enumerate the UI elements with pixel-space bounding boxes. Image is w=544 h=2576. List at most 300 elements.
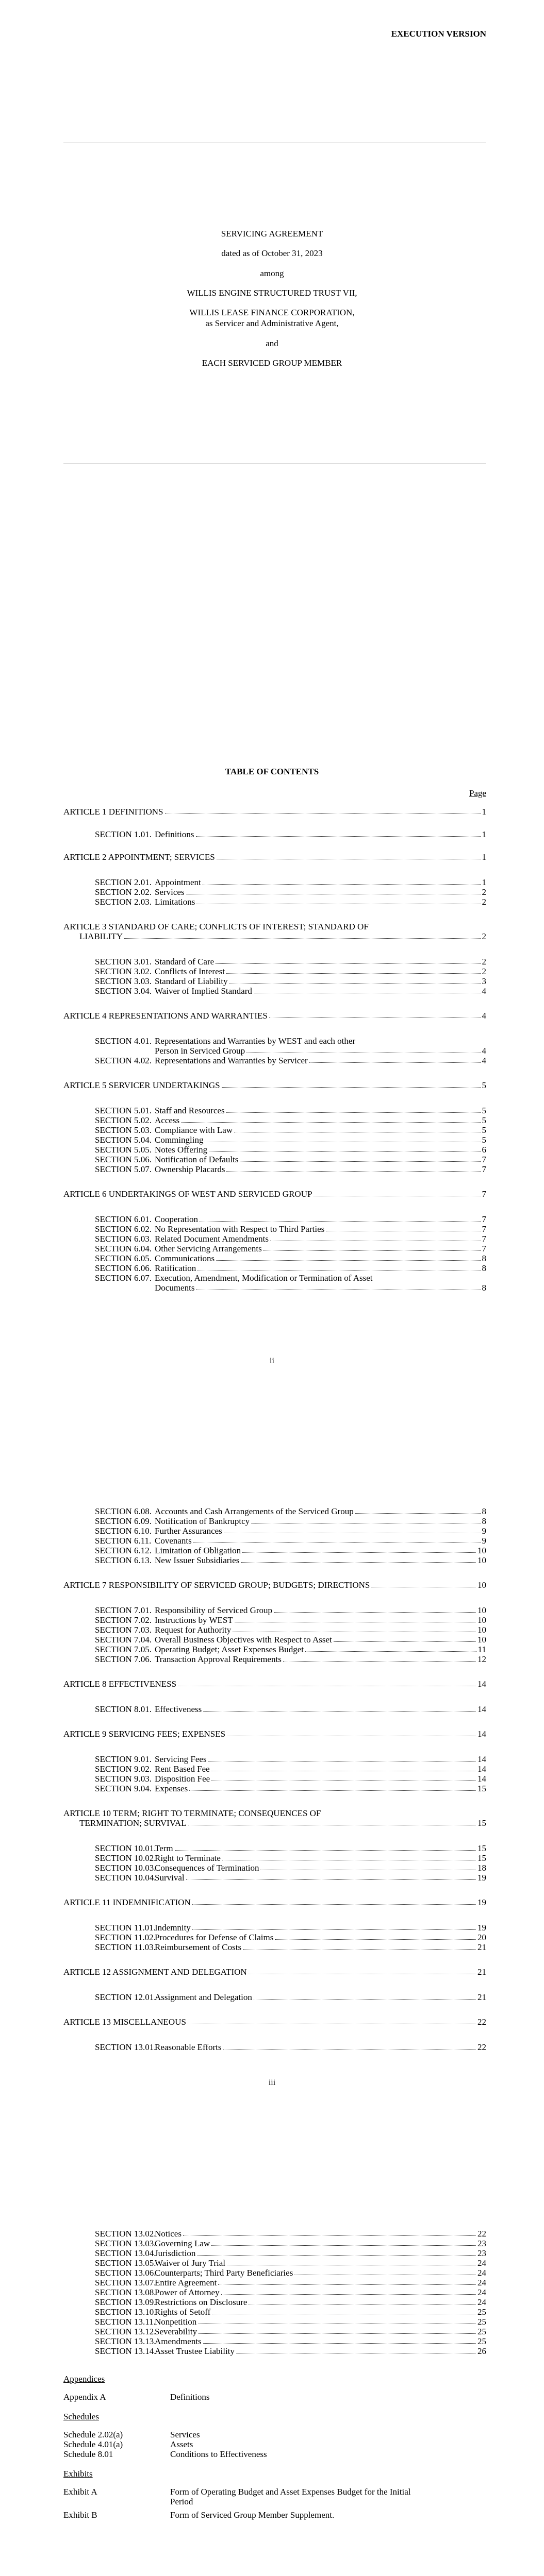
- section-title: Restrictions on Disclosure: [155, 2297, 248, 2307]
- section-number: SECTION 3.04.: [95, 986, 152, 996]
- exhibits-heading: Exhibits: [63, 2469, 93, 2479]
- toc-section[interactable]: [95, 2287, 486, 2297]
- agreement-date: dated as of October 31, 2023: [221, 248, 323, 259]
- article-page: 21: [477, 1967, 486, 1977]
- section-number: SECTION 6.12.: [95, 1546, 152, 1555]
- toc-section[interactable]: [95, 1135, 486, 1145]
- section-title: Indemnity: [155, 1923, 191, 1933]
- section-page: 12: [477, 1654, 486, 1664]
- section-title: Cooperation: [155, 1214, 199, 1224]
- toc-section[interactable]: [95, 1263, 486, 1273]
- section-number: SECTION 5.02.: [95, 1115, 152, 1125]
- section-page: 10: [477, 1625, 486, 1635]
- section-page: 2: [482, 887, 486, 897]
- section-page: 24: [477, 2258, 486, 2268]
- toc-section[interactable]: [95, 2268, 486, 2278]
- section-number: SECTION 5.05.: [95, 1145, 152, 1155]
- section-page: 26: [477, 2346, 486, 2356]
- section-number: SECTION 10.02.: [95, 1853, 156, 1863]
- toc-section[interactable]: [95, 976, 486, 986]
- section-page: 9: [482, 1526, 486, 1536]
- section-title: Ratification: [155, 1263, 196, 1273]
- section-page: 14: [477, 1704, 486, 1714]
- toc-section[interactable]: [95, 887, 486, 897]
- section-title: Responsibility of Serviced Group: [155, 1605, 273, 1615]
- toc-section[interactable]: [95, 1155, 486, 1164]
- toc-section[interactable]: [95, 829, 486, 839]
- section-title: Notification of Defaults: [155, 1155, 239, 1164]
- section-page: 22: [477, 2229, 486, 2239]
- toc-section[interactable]: [95, 1853, 486, 1863]
- section-title: Procedures for Defense of Claims: [155, 1933, 274, 1942]
- section-page: 10: [477, 1546, 486, 1555]
- section-page: 21: [477, 1942, 486, 1952]
- exhibit-a-description-line2: Period: [170, 2497, 193, 2506]
- toc-section[interactable]: [95, 957, 486, 967]
- section-number: SECTION 3.03.: [95, 976, 152, 986]
- section-title: Other Servicing Arrangements: [155, 1244, 262, 1253]
- section-page: 3: [482, 976, 486, 986]
- section-title: Ownership Placards: [155, 1164, 225, 1174]
- section-page: 4: [482, 986, 486, 996]
- section-title-line2: Documents: [155, 1283, 195, 1293]
- section-page: 23: [477, 2248, 486, 2258]
- toc-article[interactable]: [63, 1580, 486, 1590]
- section-number: SECTION 13.13.: [95, 2336, 156, 2346]
- section-number: SECTION 13.06.: [95, 2268, 156, 2278]
- section-title: Severability: [155, 2327, 197, 2336]
- section-title: Assignment and Delegation: [155, 1992, 252, 2002]
- section-title: Nonpetition: [155, 2317, 197, 2327]
- section-page: 24: [477, 2268, 486, 2278]
- article-page: 7: [482, 1189, 486, 1199]
- schedules-heading: Schedules: [63, 2412, 99, 2421]
- article-page: 14: [477, 1729, 486, 1739]
- section-number: SECTION 13.10.: [95, 2307, 156, 2317]
- execution-version-label: EXECUTION VERSION: [391, 29, 486, 39]
- page-number: ii: [270, 1357, 274, 1365]
- toc-section[interactable]: [95, 2346, 486, 2356]
- section-number: SECTION 13.12.: [95, 2327, 156, 2336]
- section-title: Representations and Warranties by Servicer: [155, 1056, 308, 1065]
- toc-section[interactable]: [95, 1253, 486, 1263]
- section-number: SECTION 10.04.: [95, 1873, 156, 1883]
- party-wlfc: WILLIS LEASE FINANCE CORPORATION,: [189, 308, 355, 317]
- toc-section[interactable]: [95, 986, 486, 996]
- section-number: SECTION 9.02.: [95, 1764, 152, 1774]
- toc-section[interactable]: [95, 1056, 486, 1065]
- section-number: SECTION 13.01.: [95, 2042, 156, 2052]
- section-number: SECTION 13.05.: [95, 2258, 156, 2268]
- section-page: 15: [477, 1784, 486, 1793]
- toc-section[interactable]: [95, 2327, 486, 2336]
- toc-section[interactable]: [95, 1992, 486, 2002]
- section-page: 25: [477, 2327, 486, 2336]
- article-page: 4: [482, 1011, 486, 1021]
- section-number: SECTION 6.11.: [95, 1536, 152, 1546]
- toc-section[interactable]: [95, 2258, 486, 2268]
- section-number: SECTION 5.06.: [95, 1155, 152, 1164]
- section-number: SECTION 13.11.: [95, 2317, 156, 2327]
- appendices-heading: Appendices: [63, 2374, 105, 2384]
- section-number: SECTION 2.03.: [95, 897, 152, 907]
- section-number: SECTION 6.05.: [95, 1253, 152, 1263]
- party-west: WILLIS ENGINE STRUCTURED TRUST VII,: [187, 287, 357, 298]
- toc-section[interactable]: [95, 1555, 486, 1565]
- section-number: SECTION 13.07.: [95, 2278, 156, 2287]
- article-title-line2: TERMINATION; SURVIVAL: [79, 1818, 187, 1828]
- article-title: ARTICLE 4 REPRESENTATIONS AND WARRANTIES: [63, 1011, 268, 1021]
- section-title: Communications: [155, 1253, 215, 1263]
- section-page: 21: [477, 1992, 486, 2002]
- section-page: 5: [482, 1135, 486, 1145]
- article-title: ARTICLE 6 UNDERTAKINGS OF WEST AND SERVICED GROUP: [63, 1189, 312, 1199]
- section-number: SECTION 11.01.: [95, 1923, 156, 1933]
- section-number: SECTION 2.01.: [95, 877, 152, 887]
- section-title: Appointment: [155, 877, 201, 887]
- section-number: SECTION 7.04.: [95, 1635, 152, 1645]
- section-title: Notes Offering: [155, 1145, 208, 1155]
- section-title: Covenants: [155, 1536, 192, 1546]
- section-page: 2: [482, 957, 486, 967]
- schedule-label[interactable]: Schedule 4.01(a): [63, 2439, 123, 2449]
- page-number: iii: [268, 2078, 276, 2087]
- section-page: 8: [482, 1283, 486, 1293]
- section-page: 6: [482, 1145, 486, 1155]
- section-title: Effectiveness: [155, 1704, 202, 1714]
- section-number: SECTION 3.02.: [95, 967, 152, 976]
- and-label: and: [266, 338, 278, 348]
- toc-section[interactable]: [95, 1605, 486, 1615]
- section-number: SECTION 1.01.: [95, 829, 152, 839]
- section-title: Amendments: [155, 2336, 202, 2346]
- article-page: 15: [477, 1818, 486, 1828]
- section-number: SECTION 12.01.: [95, 1992, 156, 2002]
- section-number: SECTION 6.01.: [95, 1214, 152, 1224]
- article-page: 10: [477, 1580, 486, 1590]
- article-page: 14: [477, 1679, 486, 1689]
- section-page: 1: [482, 877, 486, 887]
- section-number: SECTION 7.03.: [95, 1625, 152, 1635]
- toc-article[interactable]: [79, 1818, 486, 1828]
- appendix-a-description: Definitions: [170, 2392, 210, 2402]
- section-number: SECTION 6.13.: [95, 1555, 152, 1565]
- section-page: 4: [482, 1056, 486, 1065]
- toc-section[interactable]: [95, 1774, 486, 1784]
- section-title: Right to Terminate: [155, 1853, 221, 1863]
- section-page: 5: [482, 1125, 486, 1135]
- section-number: SECTION 7.06.: [95, 1654, 152, 1664]
- section-number: SECTION 5.01.: [95, 1106, 152, 1115]
- toc-section[interactable]: [95, 1923, 486, 1933]
- toc-article[interactable]: [79, 931, 486, 941]
- section-page: 8: [482, 1263, 486, 1273]
- toc-section[interactable]: [95, 2248, 486, 2258]
- toc-section[interactable]: [155, 1283, 486, 1293]
- section-title: Limitations: [155, 897, 195, 907]
- agreement-title: SERVICING AGREEMENT: [221, 229, 323, 239]
- toc-article[interactable]: [63, 1679, 486, 1689]
- section-number: SECTION 9.03.: [95, 1774, 152, 1784]
- exhibit-b-label[interactable]: Exhibit B: [63, 2510, 97, 2520]
- section-page: 1: [482, 829, 486, 839]
- section-title: Asset Trustee Liability: [155, 2346, 235, 2356]
- section-title: Commingling: [155, 1135, 204, 1145]
- toc-section[interactable]: [95, 1234, 486, 1244]
- toc-page-column-label: Page: [469, 788, 486, 798]
- section-title-line1[interactable]: Representations and Warranties by WEST and each other: [155, 1036, 356, 1046]
- toc-section[interactable]: [95, 1615, 486, 1625]
- toc-section[interactable]: [95, 2297, 486, 2307]
- section-page: 25: [477, 2307, 486, 2317]
- section-page: 7: [482, 1244, 486, 1253]
- section-title: Access: [155, 1115, 180, 1125]
- toc-section[interactable]: [95, 1863, 486, 1873]
- section-page: 7: [482, 1234, 486, 1244]
- section-number: SECTION 4.01.: [95, 1036, 152, 1046]
- toc-article[interactable]: [63, 807, 486, 817]
- section-page: 9: [482, 1536, 486, 1546]
- toc-section[interactable]: [95, 1873, 486, 1883]
- section-title: Standard of Care: [155, 957, 215, 967]
- section-page: 7: [482, 1155, 486, 1164]
- section-number: SECTION 3.01.: [95, 957, 152, 967]
- toc-section[interactable]: [95, 1506, 486, 1516]
- article-title-line1[interactable]: ARTICLE 3 STANDARD OF CARE; CONFLICTS OF INTEREST; STANDARD OF: [63, 922, 369, 931]
- section-page: 7: [482, 1214, 486, 1224]
- article-title: ARTICLE 5 SERVICER UNDERTAKINGS: [63, 1080, 220, 1090]
- article-title: ARTICLE 9 SERVICING FEES; EXPENSES: [63, 1729, 226, 1739]
- section-page: 23: [477, 2239, 486, 2248]
- section-page: 7: [482, 1224, 486, 1234]
- section-title: New Issuer Subsidiaries: [155, 1555, 240, 1565]
- section-title: Rights of Setoff: [155, 2307, 211, 2317]
- toc-article[interactable]: [63, 1011, 486, 1021]
- section-page: 2: [482, 897, 486, 907]
- toc-section[interactable]: [95, 1214, 486, 1224]
- section-title: Reimbursement of Costs: [155, 1942, 242, 1952]
- section-title: Expenses: [155, 1784, 188, 1793]
- section-title-line1[interactable]: Execution, Amendment, Modification or Termination of Asset: [155, 1273, 373, 1283]
- toc-section[interactable]: [95, 1536, 486, 1546]
- section-number: SECTION 11.02.: [95, 1933, 156, 1942]
- section-number: SECTION 10.01.: [95, 1843, 156, 1853]
- section-number: SECTION 13.08.: [95, 2287, 156, 2297]
- section-number: SECTION 5.04.: [95, 1135, 152, 1145]
- toc-section[interactable]: [95, 1244, 486, 1253]
- section-page: 25: [477, 2317, 486, 2327]
- article-page: 1: [482, 852, 486, 862]
- section-number: SECTION 6.09.: [95, 1516, 152, 1526]
- section-title: Waiver of Jury Trial: [155, 2258, 225, 2268]
- section-page: 5: [482, 1115, 486, 1125]
- section-title: Request for Authority: [155, 1625, 232, 1635]
- section-title: Entire Agreement: [155, 2278, 217, 2287]
- section-page: 24: [477, 2297, 486, 2307]
- section-page: 10: [477, 1635, 486, 1645]
- toc-article[interactable]: [63, 852, 486, 862]
- section-title: Term: [155, 1843, 173, 1853]
- toc-title: TABLE OF CONTENTS: [225, 767, 319, 776]
- section-page: 20: [477, 1933, 486, 1942]
- toc-section[interactable]: [95, 1645, 486, 1654]
- article-title: ARTICLE 8 EFFECTIVENESS: [63, 1679, 177, 1689]
- section-title: Overall Business Objectives with Respect to Asset: [155, 1635, 332, 1645]
- section-page: 15: [477, 1843, 486, 1853]
- toc-section[interactable]: [95, 2239, 486, 2248]
- toc-section[interactable]: [95, 2229, 486, 2239]
- toc-section[interactable]: [95, 2307, 486, 2317]
- section-number: SECTION 10.03.: [95, 1863, 156, 1873]
- section-title: Jurisdiction: [155, 2248, 196, 2258]
- section-number: SECTION 6.02.: [95, 1224, 152, 1234]
- section-number: SECTION 9.04.: [95, 1784, 152, 1793]
- article-title-line2: LIABILITY: [79, 931, 123, 941]
- toc-section[interactable]: [95, 1635, 486, 1645]
- section-title: Governing Law: [155, 2239, 210, 2248]
- toc-section[interactable]: [95, 1784, 486, 1793]
- toc-section[interactable]: [95, 877, 486, 887]
- toc-section[interactable]: [95, 967, 486, 976]
- section-number: SECTION 6.08.: [95, 1506, 152, 1516]
- section-number: SECTION 13.04.: [95, 2248, 156, 2258]
- toc-section[interactable]: [95, 1145, 486, 1155]
- section-page: 18: [477, 1863, 486, 1873]
- toc-article[interactable]: [63, 1189, 486, 1199]
- article-page: 19: [477, 1897, 486, 1907]
- section-title: Further Assurances: [155, 1526, 222, 1536]
- section-title-line2: Person in Serviced Group: [155, 1046, 245, 1056]
- article-title: ARTICLE 13 MISCELLANEOUS: [63, 2017, 186, 2027]
- section-title: Transaction Approval Requirements: [155, 1654, 282, 1664]
- section-number: SECTION 2.02.: [95, 887, 152, 897]
- article-page: 5: [482, 1080, 486, 1090]
- section-page: 10: [477, 1615, 486, 1625]
- section-title: Conflicts of Interest: [155, 967, 225, 976]
- section-number: SECTION 6.10.: [95, 1526, 152, 1536]
- toc-article[interactable]: [63, 1729, 486, 1739]
- section-page: 11: [477, 1645, 486, 1654]
- section-title: Operating Budget; Asset Expenses Budget: [155, 1645, 304, 1654]
- toc-section[interactable]: [95, 2317, 486, 2327]
- section-page: 15: [477, 1853, 486, 1863]
- section-page: 10: [477, 1605, 486, 1615]
- toc-section[interactable]: [95, 1942, 486, 1952]
- title-block: [0, 228, 544, 368]
- schedule-label[interactable]: Schedule 8.01: [63, 2449, 113, 2459]
- section-page: 14: [477, 1764, 486, 1774]
- toc-section[interactable]: [95, 1654, 486, 1664]
- toc-section[interactable]: [95, 1933, 486, 1942]
- section-number: SECTION 9.01.: [95, 1754, 152, 1764]
- toc-section[interactable]: [95, 1764, 486, 1774]
- section-number: SECTION 7.02.: [95, 1615, 152, 1625]
- schedule-description: Conditions to Effectiveness: [170, 2449, 267, 2459]
- toc-section[interactable]: [95, 1625, 486, 1635]
- toc-article[interactable]: [63, 1080, 486, 1090]
- section-page: 10: [477, 1555, 486, 1565]
- section-title: Power of Attorney: [155, 2287, 220, 2297]
- section-page: 2: [482, 967, 486, 976]
- toc-section[interactable]: [95, 1224, 486, 1234]
- article-title-line1[interactable]: ARTICLE 10 TERM; RIGHT TO TERMINATE; CONSEQUENCES OF: [63, 1808, 321, 1818]
- toc-section[interactable]: [95, 1546, 486, 1555]
- toc-section[interactable]: [95, 1754, 486, 1764]
- toc-section[interactable]: [155, 1046, 486, 1056]
- section-title: Compliance with Law: [155, 1125, 233, 1135]
- section-number: SECTION 13.09.: [95, 2297, 156, 2307]
- section-number: SECTION 13.14.: [95, 2346, 156, 2356]
- section-page: 7: [482, 1164, 486, 1174]
- toc-section[interactable]: [95, 1843, 486, 1853]
- section-title: Services: [155, 887, 185, 897]
- section-page: 5: [482, 1106, 486, 1115]
- section-page: 24: [477, 2287, 486, 2297]
- section-number: SECTION 6.07.: [95, 1273, 152, 1283]
- section-title: Servicing Fees: [155, 1754, 207, 1764]
- toc-section[interactable]: [95, 2042, 486, 2052]
- section-number: SECTION 4.02.: [95, 1056, 152, 1065]
- toc-article[interactable]: [63, 1967, 486, 1977]
- section-page: 8: [482, 1253, 486, 1263]
- section-number: SECTION 5.03.: [95, 1125, 152, 1135]
- toc-section[interactable]: [95, 1106, 486, 1115]
- section-title: Instructions by WEST: [155, 1615, 233, 1625]
- exhibit-a-label[interactable]: Exhibit A: [63, 2487, 97, 2497]
- appendix-a-label[interactable]: Appendix A: [63, 2392, 106, 2402]
- section-title: Counterparts; Third Party Beneficiaries: [155, 2268, 293, 2278]
- section-number: SECTION 13.03.: [95, 2239, 156, 2248]
- toc-section[interactable]: [95, 1526, 486, 1536]
- toc-section[interactable]: [95, 1516, 486, 1526]
- article-title: ARTICLE 1 DEFINITIONS: [63, 807, 163, 817]
- toc-section[interactable]: [95, 1115, 486, 1125]
- section-number: SECTION 7.05.: [95, 1645, 152, 1654]
- toc-article[interactable]: [63, 2017, 486, 2027]
- section-page: 19: [477, 1873, 486, 1883]
- section-number: SECTION 8.01.: [95, 1704, 152, 1714]
- toc-section[interactable]: [95, 2278, 486, 2287]
- article-page: 22: [477, 2017, 486, 2027]
- section-title: Notification of Bankruptcy: [155, 1516, 250, 1526]
- section-title: Survival: [155, 1873, 185, 1883]
- section-title: Notices: [155, 2229, 182, 2239]
- toc-section[interactable]: [95, 2336, 486, 2346]
- section-title: Limitation of Obligation: [155, 1546, 241, 1555]
- section-number: SECTION 6.04.: [95, 1244, 152, 1253]
- article-title: ARTICLE 11 INDEMNIFICATION: [63, 1897, 191, 1907]
- article-title: ARTICLE 2 APPOINTMENT; SERVICES: [63, 852, 215, 862]
- article-page: 1: [482, 807, 486, 817]
- toc-article[interactable]: [63, 1897, 486, 1907]
- section-title: Disposition Fee: [155, 1774, 210, 1784]
- section-title: Waiver of Implied Standard: [155, 986, 252, 996]
- toc-section[interactable]: [95, 897, 486, 907]
- section-page: 14: [477, 1754, 486, 1764]
- section-title: Reasonable Efforts: [155, 2042, 222, 2052]
- toc-section[interactable]: [95, 1164, 486, 1174]
- section-page: 14: [477, 1774, 486, 1784]
- section-number: SECTION 5.07.: [95, 1164, 152, 1174]
- section-title: Standard of Liability: [155, 976, 228, 986]
- exhibit-a-description-line1: Form of Operating Budget and Asset Expenses Budget for the Initial: [170, 2487, 411, 2497]
- section-title: Rent Based Fee: [155, 1764, 210, 1774]
- section-title: Accounts and Cash Arrangements of the Serviced Group: [155, 1506, 354, 1516]
- section-page: 25: [477, 2336, 486, 2346]
- schedule-label[interactable]: Schedule 2.02(a): [63, 2430, 123, 2439]
- toc-section[interactable]: [95, 1125, 486, 1135]
- toc-section[interactable]: [95, 1704, 486, 1714]
